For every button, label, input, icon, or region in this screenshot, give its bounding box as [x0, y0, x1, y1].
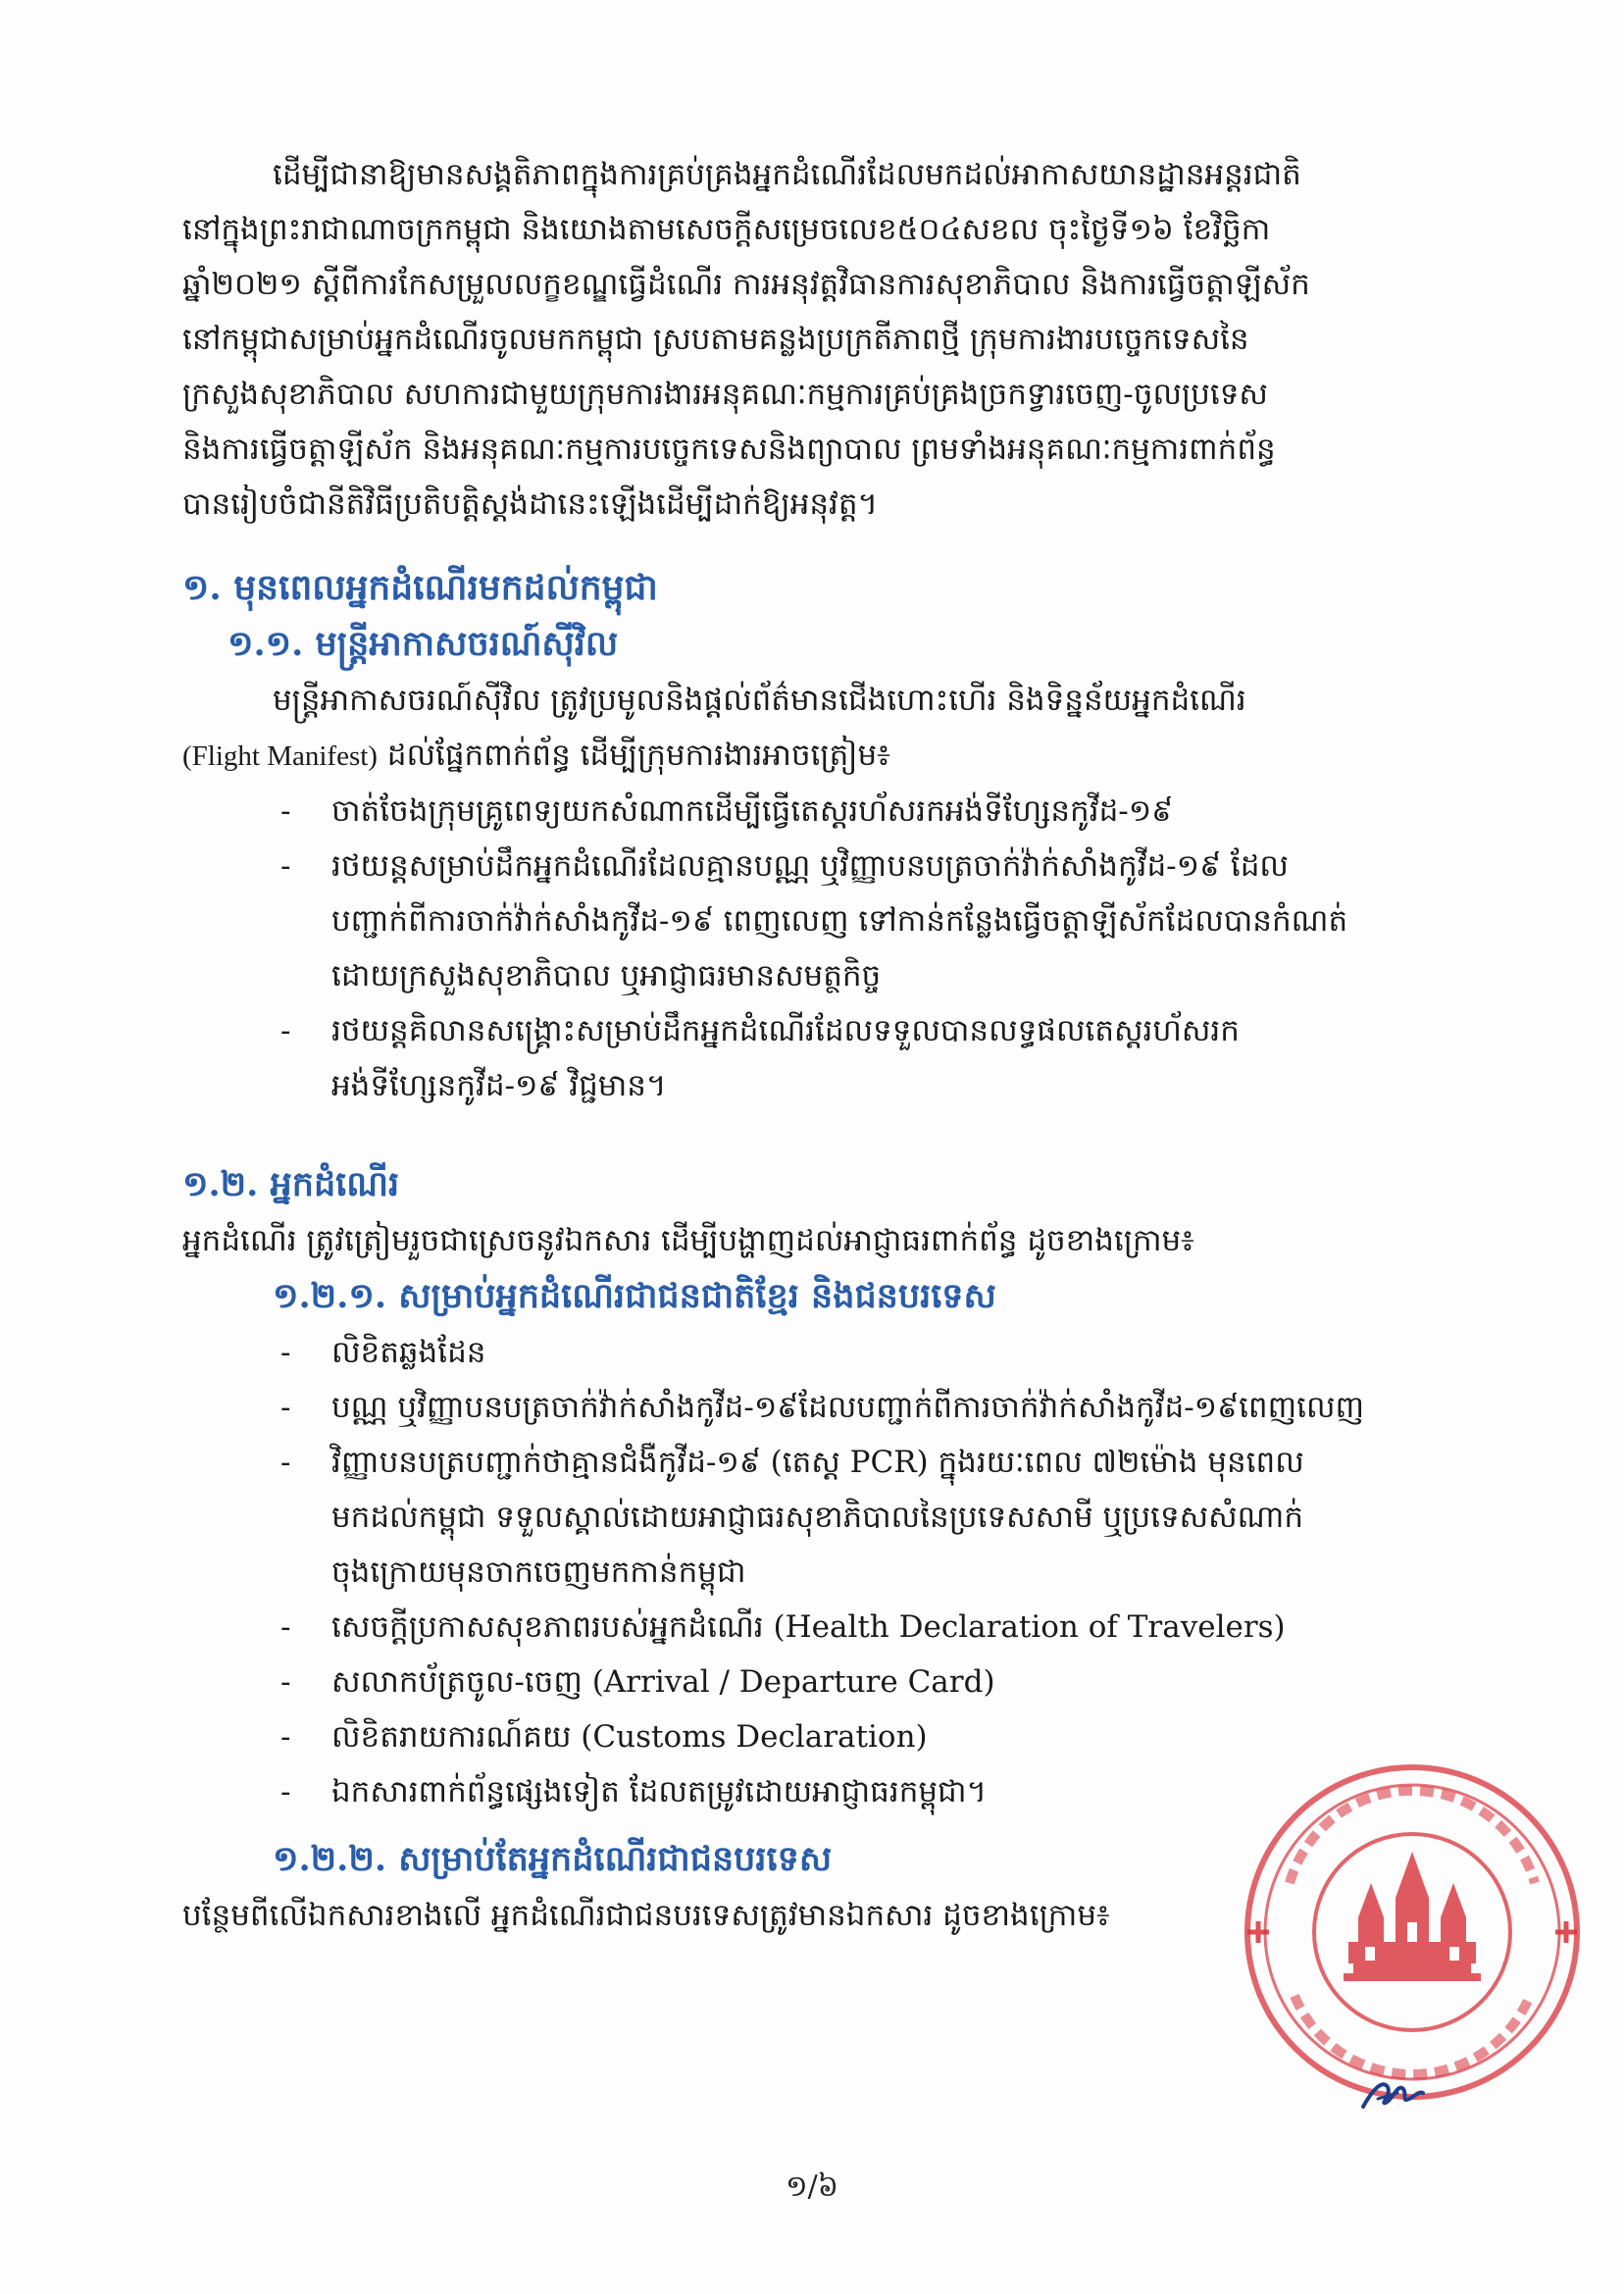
- bullet-dash: -: [280, 1013, 291, 1048]
- bullet-dash: -: [280, 793, 291, 829]
- intro-line: ក្រសួងសុខាភិបាល សហការជាមួយក្រុមការងារអនុគណៈកម្មការគ្រប់គ្រងច្រកទ្វារចេញ-ចូលប្រទេស: [182, 377, 1268, 412]
- bullet-dash: -: [280, 1335, 291, 1370]
- list-item-line: លិខិតឆ្លងដែន: [331, 1335, 486, 1370]
- page-number: ១/៦: [785, 2169, 839, 2204]
- bullet-dash: -: [280, 1609, 291, 1645]
- section-1-2-2-heading: ១.២.២. សម្រាប់តែអ្នកដំណើរជាជនបរទេស: [273, 1839, 833, 1879]
- list-item: [182, 1380, 1447, 1435]
- bullet-dash: -: [280, 1664, 291, 1700]
- list-item-line: ឯកសារពាក់ព័ន្ធផ្សេងទៀត ដែលតម្រូវដោយអាជ្ញាធរកម្ពុជា។: [331, 1774, 987, 1810]
- list-item: [182, 1325, 1447, 1380]
- intro-line: នៅក្នុងព្រះរាជាណាចក្រកម្ពុជា និងយោងតាមសេចក្តីសម្រេចលេខ៥០៤សខល ចុះថ្ងៃទី១៦ ខែវិច្ឆិកា: [182, 212, 1271, 247]
- flight-manifest-term: (Flight Manifest): [182, 740, 378, 772]
- section-1-2-1-list: [182, 1325, 1447, 1819]
- intro-line: នៅកម្ពុជាសម្រាប់អ្នកដំណើរចូលមកកម្ពុជា ស្របតាមគន្លងប្រក្រតីភាពថ្មី ក្រុមការងារបច្ចេកទេសនៃ: [182, 322, 1249, 357]
- section-1-1-paragraph: [182, 673, 1447, 784]
- intro-paragraph: [182, 147, 1447, 532]
- list-item-line: ចុងក្រោយមុនចាកចេញមកកាន់កម្ពុជា: [331, 1555, 746, 1590]
- list-item-line: រថយន្តគិលានសង្គ្រោះសម្រាប់ដឹកអ្នកដំណើរដែលទទួលបានលទ្ធផលតេស្តរហ័សរក: [331, 1013, 1240, 1048]
- list-item-line: មកដល់កម្ពុជា ទទួលស្គាល់ដោយអាជ្ញាធរសុខាភិបាលនៃប្រទេសសាមី ឬប្រទេសសំណាក់: [331, 1500, 1304, 1535]
- list-item-line: បណ្ណ ឬវិញ្ញាបនបត្រចាក់វ៉ាក់សាំងកូវីដ-១៩ដែលបញ្ជាក់ពីការចាក់វ៉ាក់សាំងកូវីដ-១៩ពេញលេញ: [331, 1390, 1364, 1425]
- list-item: [182, 1600, 1447, 1655]
- section-1-2-2-line: បន្ថែមពីលើឯកសារខាងលើ អ្នកដំណើរជាជនបរទេសត្រូវមានឯកសារ ដូចខាងក្រោម៖: [182, 1898, 1110, 1933]
- document-body: [182, 147, 1447, 1943]
- list-item: [182, 1655, 1447, 1709]
- list-item-line: ចាត់ចែងក្រុមគ្រូពេទ្យយកសំណាកដើម្បីធ្វើតេស្តរហ័សរកអង់ទីហ្សែនកូវីដ-១៩: [331, 793, 1174, 829]
- intro-line: ដើម្បីជានាឱ្យមានសង្គតិភាពក្នុងការគ្រប់គ្រងអ្នកដំណើរដែលមកដល់អាកាសយានដ្ឋានអន្តរជាតិ: [273, 157, 1301, 192]
- section-1-2-heading: ១.២. អ្នកដំណើរ: [182, 1164, 400, 1204]
- list-item: [182, 784, 1447, 839]
- section-1-1-line: [182, 728, 1447, 784]
- list-item-line: រថយន្តសម្រាប់ដឹកអ្នកដំណើរដែលគ្មានបណ្ណ ឬវិញ្ញាបនបត្រចាក់វ៉ាក់សាំងកូវីដ-១៩ ដែល: [331, 848, 1289, 884]
- section-1-2-line: អ្នកដំណើរ ត្រូវត្រៀមរួចជាស្រេចនូវឯកសារ ដើម្បីបង្ហាញដល់អាជ្ញាធរពាក់ព័ន្ធ ដូចខាងក្រោម៖: [182, 1223, 1194, 1258]
- section-1-1-line: មន្ត្រីអាកាសចរណ៍ស៊ីវិល ត្រូវប្រមូលនិងផ្តល់ព័ត៌មានជើងហោះហើរ និងទិន្នន័យអ្នកដំណើរ: [273, 683, 1246, 718]
- section-1-2-paragraph: [182, 1213, 1447, 1268]
- list-item-line: ដោយក្រសួងសុខាភិបាល ឬអាជ្ញាធរមានសមត្ថកិច្ច: [331, 958, 882, 994]
- list-item: [182, 839, 1447, 1003]
- list-item-line: អង់ទីហ្សែនកូវីដ-១៩ វិជ្ជមាន។: [331, 1068, 667, 1103]
- section-1-1-heading: ១.១. មន្ត្រីអាកាសចរណ៍ស៊ីវិល: [228, 624, 619, 664]
- section-1-heading: ១. មុនពេលអ្នកដំណើរមកដល់កម្ពុជា: [182, 567, 658, 608]
- list-item-line: សលាកប័ត្រចូល-ចេញ (Arrival / Departure Card): [331, 1664, 995, 1700]
- bullet-dash: -: [280, 1445, 291, 1480]
- bullet-dash: -: [280, 848, 291, 884]
- list-item-line: វិញ្ញាបនបត្របញ្ជាក់ថាគ្មានជំងឺកូវីដ-១៩ (តេស្ត PCR) ក្នុងរយៈពេល ៧២ម៉ោង មុនពេល: [331, 1445, 1304, 1480]
- bullet-dash: -: [280, 1774, 291, 1810]
- list-item-line: សេចក្តីប្រកាសសុខភាពរបស់អ្នកដំណើរ (Health Declaration of Travelers): [331, 1609, 1286, 1645]
- section-1-1-list: [182, 784, 1447, 1113]
- list-item-line: បញ្ជាក់ពីការចាក់វ៉ាក់សាំងកូវីដ-១៩ ពេញលេញ ទៅកាន់កន្លែងធ្វើចត្តាឡីស័កដែលបានកំណត់: [331, 903, 1348, 939]
- official-seal-stamp-icon: [1236, 1756, 1589, 2109]
- intro-line: ឆ្នាំ២០២១ ស្តីពីការកែសម្រួលលក្ខខណ្ឌធ្វើដំណើរ ការអនុវត្តវិធានការសុខាភិបាល និងការធ្វើចត្តាឡីស័ក: [182, 267, 1310, 302]
- list-item: [182, 1435, 1447, 1600]
- intro-line: និងការធ្វើចត្តាឡីស័ក និងអនុគណៈកម្មការបច្ចេកទេសនិងព្យាបាល ព្រមទាំងអនុគណៈកម្មការពាក់ព័ន្ធ: [182, 432, 1276, 467]
- intro-line: បានរៀបចំជានីតិវិធីប្រតិបត្តិស្តង់ដានេះឡើងដើម្បីដាក់ឱ្យអនុវត្ត។: [182, 486, 879, 522]
- section-1-1-line-rest: ដល់ផ្នែកពាក់ព័ន្ធ ដើម្បីក្រុមការងារអាចត្រៀម៖: [377, 738, 890, 773]
- bullet-dash: -: [280, 1719, 291, 1755]
- bullet-dash: -: [280, 1390, 291, 1425]
- section-1-2-1-heading: ១.២.១. សម្រាប់អ្នកដំណើរជាជនជាតិខ្មែរ និងជនបរទេស: [273, 1276, 996, 1316]
- list-item: [182, 1003, 1447, 1113]
- list-item-line: លិខិតរាយការណ៍គយ (Customs Declaration): [331, 1719, 928, 1755]
- handwritten-initial-icon: [1358, 2069, 1427, 2118]
